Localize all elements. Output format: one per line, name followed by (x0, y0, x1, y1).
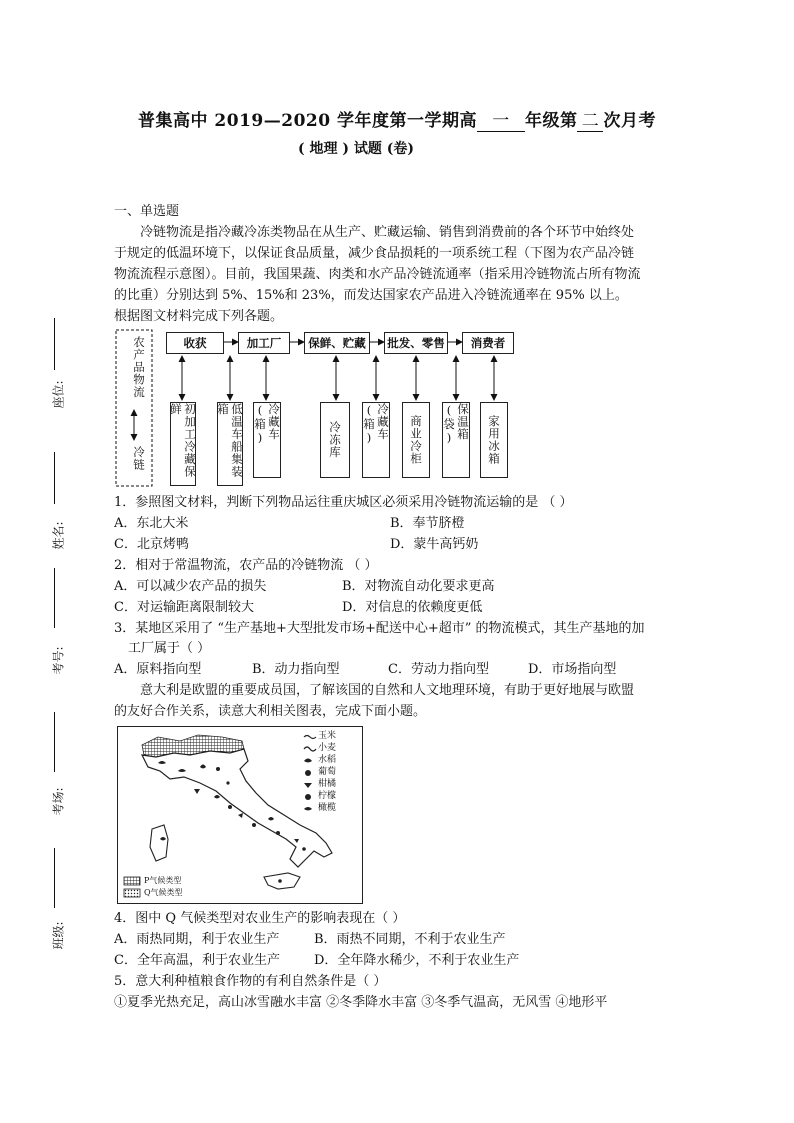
italy-intro: 意大利是欧盟的重要成员国，了解该国的自然和人文地理环境，有助于更好地展与欧盟 (140, 683, 635, 698)
question-3-option-a: A．原料指向型 (114, 662, 202, 677)
legend-lemon: 柠檬 (318, 791, 337, 801)
passage-line: 物流流程示意图）。目前，我国果蔬、肉类和水产品冷链流通率（指采用冷链物流占所有物流 (114, 267, 641, 282)
question-3-option-c: C．劳动力指向型 (388, 662, 489, 677)
legend-rice: 水稻 (318, 755, 337, 765)
exam-id-line (54, 568, 55, 628)
question-4-option-d: D．全年降水稀少，不利于农业生产 (314, 953, 520, 968)
legend-citrus: 柑橘 (318, 779, 337, 789)
question-2-option-b: B．对物流自动化要求更高 (342, 579, 495, 594)
question-2-option-c: C．对运输距离限制较大 (114, 600, 254, 615)
name-line (54, 452, 55, 504)
exam-title: 普集高中 2019—2020 学年度第一学期高 一 年级第 二 次月考 (0, 106, 794, 132)
facility-box: 家用冰箱 (480, 402, 508, 478)
question-5-options: ①夏季光热充足，高山冰雪融水丰富 ②冬季降水丰富 ③冬季气温高，无风雪 ④地形平 (114, 995, 608, 1010)
class-label: 班级: (51, 921, 66, 950)
name-label: 姓名: (51, 521, 66, 550)
stage-factory: 加工厂 (238, 332, 290, 354)
question-1-stem: 1．参照图文材料，判断下列物品运往重庆城区必须采用冷链物流运输的是 （ ） (114, 495, 573, 510)
question-4-stem: 4．图中 Q 气候类型对农业生产的影响表现在（ ） (114, 911, 406, 926)
facility-box: 保温箱(袋) (442, 402, 470, 478)
seat-line (54, 318, 55, 370)
passage-line: 冷链物流是指冷藏冷冻类物品在从生产、贮藏运输、销售到消费前的各个环节中始终处 (140, 225, 635, 240)
question-3-stem-cont: 工厂属于（ ） (128, 641, 211, 656)
question-3-option-b: B．动力指向型 (252, 662, 340, 677)
passage-line: 于规定的低温环境下，以保证食品质量，减少食品损耗的一项系统工程（下图为农产品冷链 (114, 246, 635, 261)
stage-wholesale: 批发、零售 (384, 332, 448, 354)
facility-box: 商业冷柜 (402, 402, 430, 478)
question-4-option-a: A．雨热同期，利于农业生产 (114, 932, 280, 947)
q-legend-swatch (124, 889, 140, 897)
question-4-option-b: B．雨热不同期，不利于农业生产 (314, 932, 506, 947)
question-2-option-a: A．可以减少农产品的损失 (114, 579, 267, 594)
question-1-option-d: D．蒙牛高钙奶 (390, 537, 479, 552)
facility-box: 冷冻库 (320, 402, 350, 478)
sardinia-outline (150, 825, 168, 861)
exam-id-label: 考号: (51, 646, 66, 675)
exam-number-blank: 二 (577, 106, 603, 132)
class-line (54, 848, 55, 908)
left-label-bottom: 冷链 (132, 446, 146, 471)
facility-box: 低温车船集装箱 (217, 402, 243, 486)
question-3-option-d: D．市场指向型 (528, 662, 617, 677)
legend-q-climate: Q气候类型 (144, 888, 183, 897)
legend-grape: 葡萄 (318, 767, 337, 777)
facility-box: 冷藏车(箱) (253, 402, 281, 478)
stage-storage: 保鲜、贮藏 (304, 332, 370, 354)
question-1-option-b: B．奉节脐橙 (390, 516, 465, 531)
left-label-top: 农产品物流 (132, 336, 146, 399)
grade-blank: 一 (477, 106, 525, 132)
seat-label: 座位: (51, 380, 66, 409)
legend-olive: 橄榄 (318, 803, 337, 813)
legend-p-climate: P气候类型 (144, 876, 182, 885)
passage-line: 根据图文材料完成下列各题。 (114, 309, 284, 324)
question-1-option-a: A．东北大米 (114, 516, 189, 531)
stage-harvest: 收获 (166, 332, 224, 354)
passage-line: 的比重）分别达到 5%、15%和 23%，而发达国家农产品进入冷链流通率在 95% 以上。 (114, 288, 628, 303)
question-4-option-c: C．全年高温，利于农业生产 (114, 953, 280, 968)
exam-room-line (54, 712, 55, 772)
question-1-option-c: C．北京烤鸭 (114, 537, 189, 552)
exam-subtitle: ( 地理 ) 试题 (卷) (298, 141, 414, 157)
italy-intro-cont: 的友好合作关系，读意大利相关图表，完成下面小题。 (114, 704, 427, 719)
question-2-stem: 2．相对于常温物流，农产品的冷链物流 （ ） (114, 558, 378, 573)
section-heading: 一、单选题 (114, 204, 180, 219)
question-5-stem: 5．意大利种植粮食作物的有利自然条件是（ ） (114, 974, 387, 989)
legend-wheat: 小麦 (318, 743, 337, 753)
question-2-option-d: D．对信息的依赖度更低 (342, 600, 483, 615)
question-3-stem: 3．某地区采用了 “生产基地+大型批发市场+配送中心+超市” 的物流模式，其生产基地的加 (114, 621, 645, 636)
facility-box: 初加工冷藏保鲜 (170, 402, 196, 486)
p-legend-swatch (124, 877, 140, 885)
cold-chain-flow-diagram (114, 328, 524, 490)
exam-room-label: 考场: (51, 787, 66, 816)
facility-box: 冷藏车(箱) (362, 402, 390, 478)
italy-crop-map (117, 726, 363, 904)
sicily-outline (264, 873, 300, 889)
legend-symbols (304, 736, 316, 811)
stage-consumer: 消费者 (462, 332, 514, 354)
legend-corn: 玉米 (318, 731, 337, 741)
